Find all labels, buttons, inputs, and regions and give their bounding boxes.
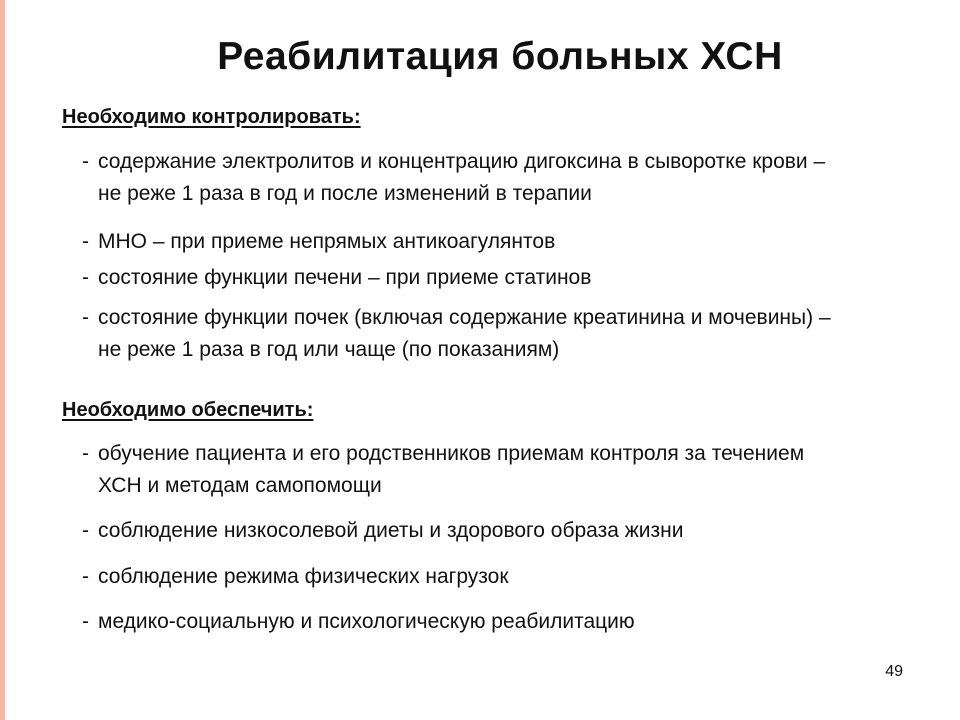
provide-item-diet bbox=[82, 515, 862, 547]
section-heading-provide: Необходимо обеспечить: bbox=[62, 399, 314, 421]
provide-item-exercise bbox=[82, 561, 862, 593]
control-item-text: МНО – при приеме непрямых антикоагулянтов bbox=[98, 230, 556, 253]
bullet-dash: - bbox=[82, 610, 89, 633]
provide-item-text: соблюдение низкосолевой диеты и здорового образа жизни bbox=[98, 519, 684, 542]
page-number: 49 bbox=[885, 663, 903, 680]
control-item-kidney bbox=[82, 302, 862, 366]
bullet-dash: - bbox=[82, 306, 89, 329]
provide-item-text: обучение пациента и его родственников приемам контроля за течением ХСН и методам самопомощи bbox=[98, 442, 805, 497]
control-item-electrolytes bbox=[82, 146, 862, 210]
bullet-dash: - bbox=[82, 230, 89, 253]
control-item-liver bbox=[82, 262, 862, 294]
provide-item-text: соблюдение режима физических нагрузок bbox=[98, 565, 509, 588]
bullet-dash: - bbox=[82, 150, 89, 173]
provide-item-education bbox=[82, 438, 862, 502]
bullet-dash: - bbox=[82, 565, 89, 588]
provide-item-text: медико-социальную и психологическую реабилитацию bbox=[98, 610, 635, 633]
bullet-dash: - bbox=[82, 266, 89, 289]
provide-item-rehabilitation bbox=[82, 606, 862, 638]
control-item-text: состояние функции почек (включая содержание креатинина и мочевины) – не реже 1 раза в год или чаще (по показаниям) bbox=[98, 306, 831, 361]
section-heading-control: Необходимо контролировать: bbox=[62, 106, 361, 128]
bullet-dash: - bbox=[82, 519, 89, 542]
control-item-text: состояние функции печени – при приеме статинов bbox=[98, 266, 592, 289]
bullet-dash: - bbox=[82, 442, 89, 465]
control-item-text: содержание электролитов и концентрацию дигоксина в сыворотке крови – не реже 1 раза в год и после изменений в терапии bbox=[98, 150, 826, 205]
slide-title: Реабилитация больных ХСН bbox=[217, 35, 783, 78]
control-item-inr bbox=[82, 226, 862, 258]
left-accent-bar bbox=[0, 0, 5, 720]
